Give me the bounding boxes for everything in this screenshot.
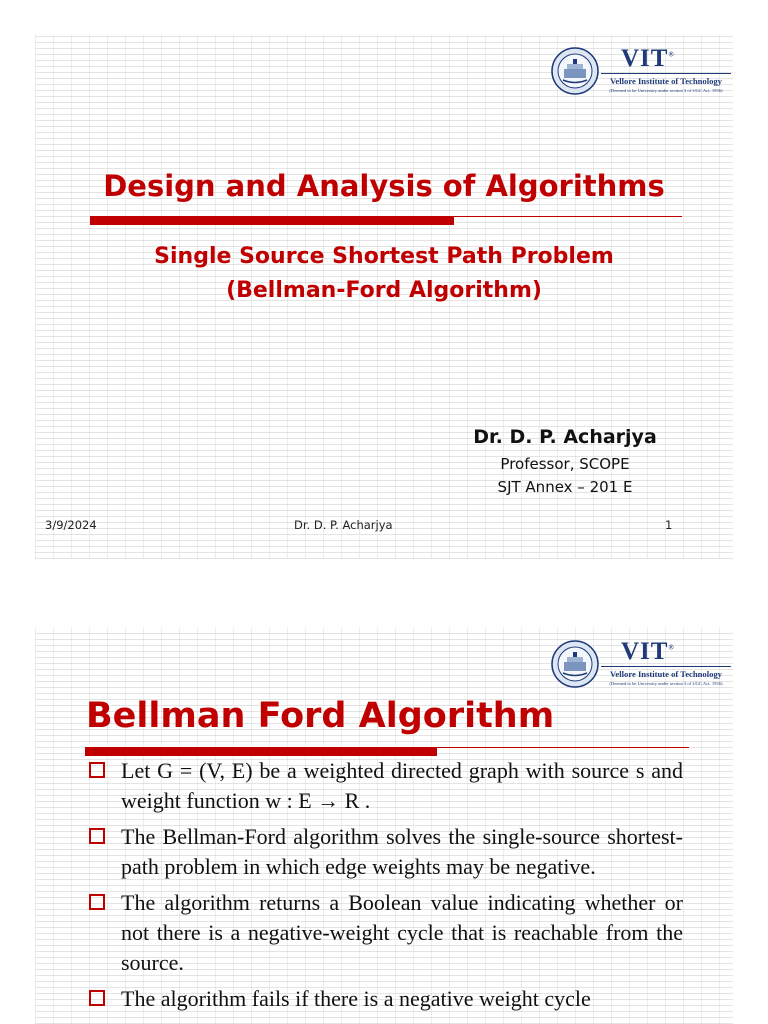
logo-note: (Deemed to be University under section 3 of UGC Act, 1956) <box>609 681 723 686</box>
bullet-item <box>89 822 683 882</box>
bullet-text: The algorithm fails if there is a negative weight cycle <box>121 986 591 1011</box>
hollow-square-bullet-icon <box>89 762 105 778</box>
bullet-text: Let G = (V, E) be a weighted directed graph with source s and weight function w : E → R . <box>121 758 683 813</box>
logo-full-name: Vellore Institute of Technology <box>610 76 722 86</box>
hollow-square-bullet-icon <box>89 828 105 844</box>
vit-logo <box>549 636 733 696</box>
footer-author: Dr. D. P. Acharjya <box>294 518 393 532</box>
slide-title: Bellman Ford Algorithm <box>86 696 555 736</box>
author-name: Dr. D. P. Acharjya <box>473 426 657 448</box>
slide-1 <box>35 35 733 559</box>
slide-title: Design and Analysis of Algorithms <box>103 169 665 203</box>
author-designation: Professor, SCOPE <box>500 455 630 473</box>
bullet-item <box>89 888 683 978</box>
footer-page-number: 1 <box>665 518 673 532</box>
bullet-item <box>89 984 683 1014</box>
hollow-square-bullet-icon <box>89 894 105 910</box>
university-seal-icon <box>551 47 599 95</box>
author-office: SJT Annex – 201 E <box>497 478 633 496</box>
subtitle-line-2: (Bellman-Ford Algorithm) <box>226 278 542 303</box>
bullet-text: The algorithm returns a Boolean value indicating whether or not there is a negative-weight cycle that is reachable from the source. <box>121 890 683 975</box>
logo-wordmark: VIT® <box>621 45 675 72</box>
logo-full-name: Vellore Institute of Technology <box>610 669 722 679</box>
logo-divider <box>601 73 731 74</box>
vit-logo <box>549 43 733 103</box>
subtitle-line-1: Single Source Shortest Path Problem <box>154 244 614 269</box>
university-seal-icon <box>551 640 599 688</box>
logo-note: (Deemed to be University under section 3 of UGC Act, 1956) <box>609 88 723 93</box>
slide-2 <box>35 628 733 1024</box>
footer-date: 3/9/2024 <box>45 518 97 532</box>
title-rule-thick <box>90 217 454 225</box>
hollow-square-bullet-icon <box>89 990 105 1006</box>
bullet-list <box>89 756 683 1020</box>
bullet-item <box>89 756 683 816</box>
bullet-text: The Bellman-Ford algorithm solves the single-source shortest-path problem in which edge weights may be negative. <box>121 824 683 879</box>
logo-divider <box>601 666 731 667</box>
title-rule-thick <box>85 748 437 756</box>
logo-wordmark: VIT® <box>621 638 675 665</box>
